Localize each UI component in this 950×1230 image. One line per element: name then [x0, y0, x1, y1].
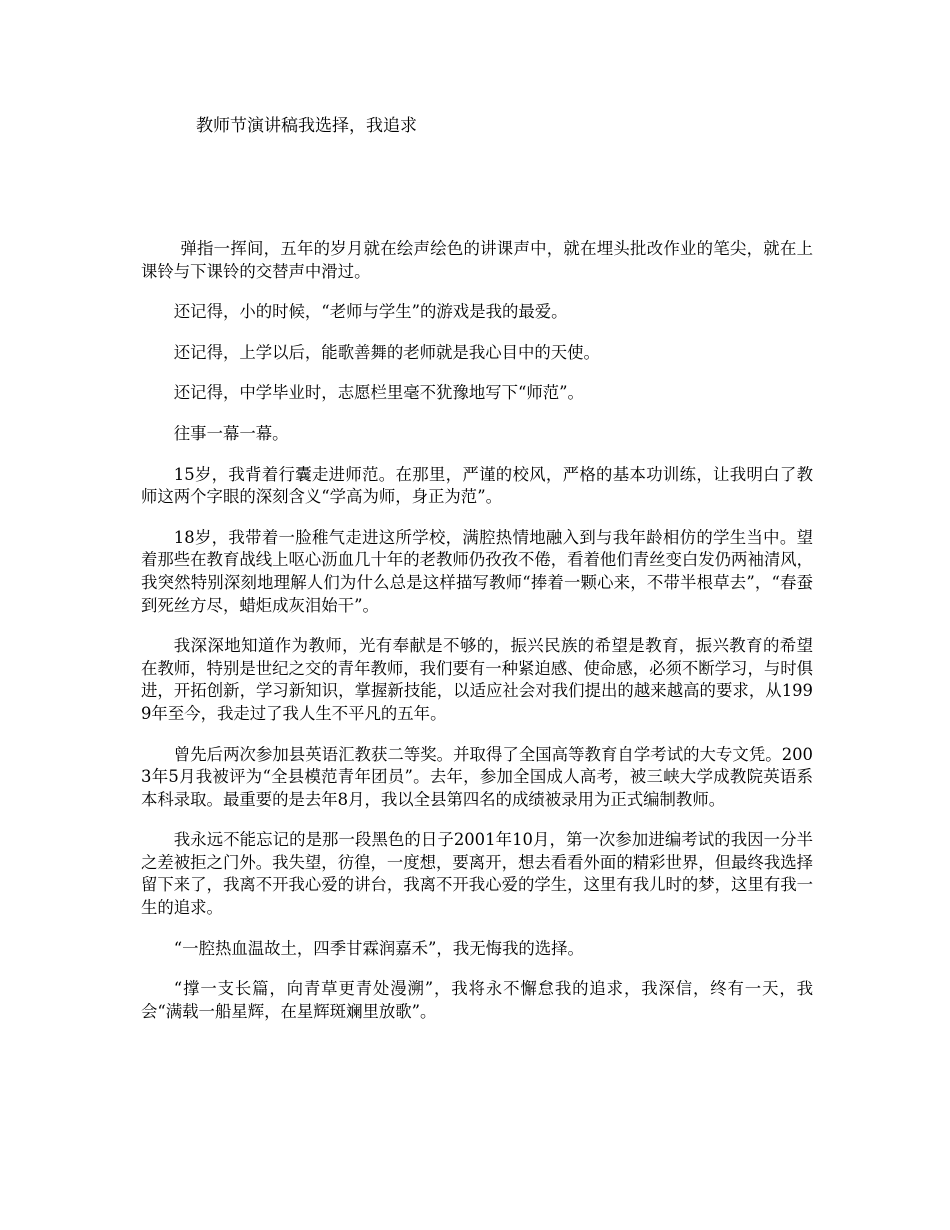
paragraph: 还记得，小的时候，“老师与学生”的游戏是我的最爱。 — [173, 302, 568, 322]
paragraph: 15岁，我背着行囊走进师范。在那里，严谨的校风，严格的基本功训练，让我明白了教师这两个字眼的深刻含义“学高为师，身正为范”。 — [141, 464, 813, 507]
paragraph: 往事一幕一幕。 — [173, 423, 289, 443]
paragraph: “一腔热血温故土，四季甘霖润嘉禾”，我无悔我的选择。 — [173, 938, 584, 958]
document-body — [141, 238, 813, 1041]
document-title: 教师节演讲稿我选择，我追求 — [196, 116, 417, 136]
paragraph: “撑一支长篇，向青草更青处漫溯”，我将永不懈怠我的追求，我深信，终有一天，我会“满载一船星辉，在星辉斑斓里放歌”。 — [141, 979, 813, 1021]
paragraph: 还记得，上学以后，能歌善舞的老师就是我心目中的天使。 — [173, 342, 600, 362]
paragraph: 弹指一挥间，五年的岁月就在绘声绘色的讲课声中，就在埋头批改作业的笔尖，就在上课铃与下课铃的交替声中滑过。 — [141, 239, 813, 281]
paragraph: 我深深地知道作为教师，光有奉献是不够的，振兴民族的希望是教育，振兴教育的希望在教师，特别是世纪之交的青年教师，我们要有一种紧迫感、使命感，必须不断学习，与时俱进，开拓创新，学习新知识，掌握新技能，以适应社会对我们提出的越来越高的要求，从1999年至今，我走过了我人生不平凡的五年。 — [141, 636, 814, 723]
paragraph: 18岁，我带着一脸稚气走进这所学校，满腔热情地融入到与我年龄相仿的学生当中。望着那些在教育战线上呕心沥血几十年的老教师仍孜孜不倦，看着他们青丝变白发仍两袖清风，我突然特别深刻地理解人们为什么总是这样描写教师“捧着一颗心来，不带半根草去”，“春蚕到死丝方尽，蜡炬成灰泪始干”。 — [141, 527, 814, 615]
paragraph: 还记得，中学毕业时，志愿栏里毫不犹豫地写下“师范”。 — [173, 383, 584, 403]
paragraph: 我永远不能忘记的是那一段黑色的日子2001年10月，第一次参加进编考试的我因一分半之差被拒之门外。我失望，彷徨，一度想，要离开，想去看看外面的精彩世界，但最终我选择留下来了，我离不开我心爱的讲台，我离不开我心爱的学生，这里有我儿时的梦，这里有我一生的追求。 — [141, 830, 814, 918]
paragraph: 曾先后两次参加县英语汇教获二等奖。并取得了全国高等教育自学考试的大专文凭。2003年5月我被评为“全县模范青年团员”。去年，参加全国成人高考，被三峡大学成教院英语系本科录取。最重要的是去年8月，我以全县第四名的成绩被录用为正式编制教师。 — [141, 744, 813, 809]
